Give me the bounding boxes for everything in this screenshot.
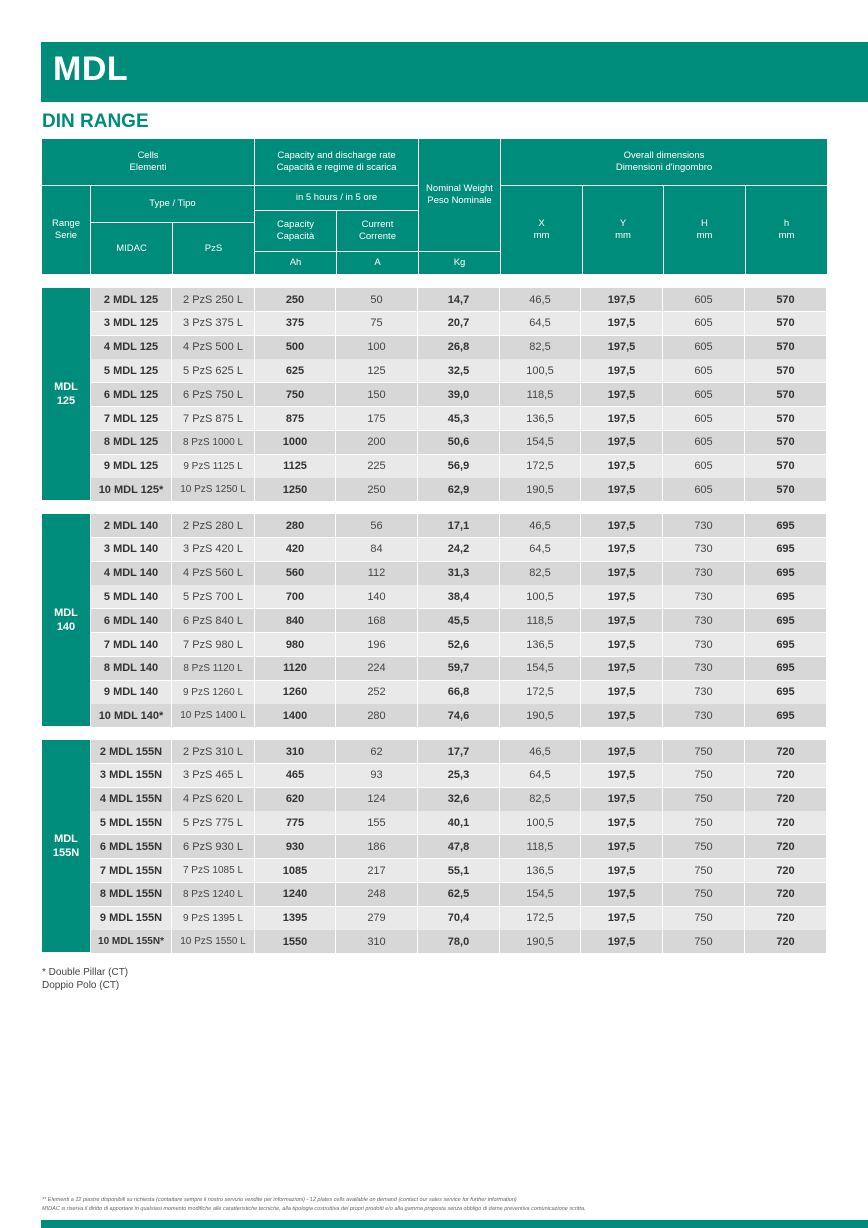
header-midac: MIDAC	[91, 223, 172, 274]
table-cell: 197,5	[581, 704, 663, 727]
table-cell: 605	[663, 312, 745, 335]
table-cell: 570	[745, 288, 827, 311]
header-range: Range Serie	[42, 186, 90, 274]
table-cell: 40,1	[418, 811, 500, 834]
table-cell: 100,5	[500, 585, 581, 608]
table-row	[91, 704, 827, 727]
legal-notes	[42, 1196, 828, 1214]
table-row	[91, 930, 827, 953]
table-cell: 465	[255, 764, 336, 787]
table-cell: 720	[745, 811, 827, 834]
table-cell: 9 MDL 140	[91, 681, 172, 704]
table-cell: 4 PzS 560 L	[172, 562, 255, 585]
table-cell: 695	[745, 514, 827, 537]
table-cell: 6 PzS 840 L	[172, 609, 255, 632]
table-cell: 46,5	[500, 288, 581, 311]
table-cell: 125	[336, 359, 418, 382]
header-y: Y mm	[583, 186, 663, 274]
table-cell: 10 PzS 1250 L	[172, 478, 255, 501]
table-cell: 197,5	[581, 383, 663, 406]
table-row	[91, 431, 827, 454]
table-cell: 605	[663, 431, 745, 454]
table-cell: 10 MDL 140*	[91, 704, 172, 727]
table-cell: 750	[663, 907, 745, 930]
title-banner	[41, 42, 868, 102]
table-cell: 730	[663, 681, 745, 704]
table-cell: 10 PzS 1550 L	[172, 930, 255, 953]
header-hours: in 5 hours / in 5 ore	[255, 186, 418, 210]
table-cell: 197,5	[581, 788, 663, 811]
table-cell: 66,8	[418, 681, 500, 704]
table-cell: 6 PzS 930 L	[172, 835, 255, 858]
header-overall-dimensions: Overall dimensions Dimensioni d'ingombro	[501, 139, 827, 185]
table-cell: 186	[336, 835, 418, 858]
table-cell: 375	[255, 312, 336, 335]
table-cell: 8 PzS 1000 L	[172, 431, 255, 454]
table-row	[91, 859, 827, 882]
table-cell: 10 MDL 125*	[91, 478, 172, 501]
table-cell: 172,5	[500, 907, 581, 930]
table-row	[91, 764, 827, 787]
table-cell: 50	[336, 288, 418, 311]
table-row	[91, 312, 827, 335]
legal-line-1: ** Elementi a 12 piastre disponibili su richiesta (contattare sempre il nostro servizio vendite per informazioni) - 12 plates cells available on demand (contact our sales service for further information)	[42, 1197, 517, 1203]
table-row	[91, 788, 827, 811]
table-cell: 93	[336, 764, 418, 787]
table-cell: 695	[745, 562, 827, 585]
table-cell: 625	[255, 359, 336, 382]
table-cell: 197,5	[581, 811, 663, 834]
table-cell: 224	[336, 657, 418, 680]
table-cell: 2 MDL 155N	[91, 740, 172, 763]
header-capacity-discharge: Capacity and discharge rate Capacità e regime di scarica	[255, 139, 418, 185]
table-cell: 8 PzS 1120 L	[172, 657, 255, 680]
table-cell: 720	[745, 859, 827, 882]
table-cell: 3 MDL 125	[91, 312, 172, 335]
table-row	[91, 907, 827, 930]
table-cell: 695	[745, 657, 827, 680]
table-cell: 420	[255, 538, 336, 561]
header-pzs: PzS	[173, 223, 254, 274]
table-cell: 4 PzS 500 L	[172, 336, 255, 359]
table-cell: 2 MDL 125	[91, 288, 172, 311]
table-cell: 31,3	[418, 562, 500, 585]
table-cell: 100,5	[500, 811, 581, 834]
table-cell: 750	[663, 811, 745, 834]
table-cell: 112	[336, 562, 418, 585]
header-type: Type / Tipo	[91, 186, 254, 222]
table-cell: 1400	[255, 704, 336, 727]
table-cell: 136,5	[500, 859, 581, 882]
table-cell: 136,5	[500, 407, 581, 430]
table-cell: 64,5	[500, 312, 581, 335]
table-cell: 5 PzS 625 L	[172, 359, 255, 382]
table-cell: 250	[336, 478, 418, 501]
table-cell: 1240	[255, 883, 336, 906]
table-cell: 78,0	[418, 930, 500, 953]
table-cell: 32,6	[418, 788, 500, 811]
table-cell: 560	[255, 562, 336, 585]
table-cell: 570	[745, 431, 827, 454]
table-row	[91, 811, 827, 834]
table-row	[91, 740, 827, 763]
table-cell: 720	[745, 907, 827, 930]
table-row	[91, 383, 827, 406]
table-cell: 3 MDL 155N	[91, 764, 172, 787]
table-row	[91, 478, 827, 501]
table-cell: 248	[336, 883, 418, 906]
table-cell: 59,7	[418, 657, 500, 680]
table-cell: 168	[336, 609, 418, 632]
table-cell: 62,5	[418, 883, 500, 906]
header-unit-ah: Ah	[255, 252, 336, 274]
table-cell: 190,5	[500, 704, 581, 727]
header-unit-a: A	[337, 252, 418, 274]
table-cell: 720	[745, 788, 827, 811]
table-cell: 1125	[255, 455, 336, 478]
table-cell: 24,2	[418, 538, 500, 561]
table-cell: 118,5	[500, 835, 581, 858]
table-cell: 730	[663, 657, 745, 680]
table-cell: 10 MDL 155N*	[91, 930, 172, 953]
header-current: Current Corrente	[337, 211, 418, 251]
range-label: MDL 155N	[42, 740, 90, 952]
table-cell: 39,0	[418, 383, 500, 406]
table-cell: 197,5	[581, 657, 663, 680]
table-row	[91, 288, 827, 311]
bottom-bar	[41, 1220, 868, 1228]
table-cell: 154,5	[500, 657, 581, 680]
table-cell: 56	[336, 514, 418, 537]
table-cell: 730	[663, 585, 745, 608]
table-cell: 56,9	[418, 455, 500, 478]
table-row	[91, 585, 827, 608]
table-cell: 3 PzS 465 L	[172, 764, 255, 787]
table-cell: 55,1	[418, 859, 500, 882]
table-cell: 75	[336, 312, 418, 335]
header-cells: Cells Elementi	[42, 139, 254, 185]
header-nominal-weight: Nominal Weight Peso Nominale	[419, 139, 500, 251]
table-cell: 620	[255, 788, 336, 811]
table-cell: 279	[336, 907, 418, 930]
table-cell: 7 MDL 155N	[91, 859, 172, 882]
table-cell: 4 MDL 155N	[91, 788, 172, 811]
table-cell: 252	[336, 681, 418, 704]
table-cell: 750	[663, 859, 745, 882]
table-cell: 197,5	[581, 883, 663, 906]
table-cell: 8 MDL 155N	[91, 883, 172, 906]
table-cell: 197,5	[581, 633, 663, 656]
table-cell: 605	[663, 455, 745, 478]
table-cell: 3 PzS 375 L	[172, 312, 255, 335]
table-cell: 750	[663, 835, 745, 858]
table-cell: 52,6	[418, 633, 500, 656]
header-capacity: Capacity Capacità	[255, 211, 336, 251]
table-cell: 605	[663, 288, 745, 311]
table-cell: 720	[745, 930, 827, 953]
table-cell: 197,5	[581, 740, 663, 763]
table-cell: 570	[745, 455, 827, 478]
table-cell: 26,8	[418, 336, 500, 359]
table-cell: 1395	[255, 907, 336, 930]
table-cell: 64,5	[500, 538, 581, 561]
header-h: h mm	[746, 186, 827, 274]
table-row	[91, 835, 827, 858]
table-cell: 8 PzS 1240 L	[172, 883, 255, 906]
table-cell: 9 PzS 1395 L	[172, 907, 255, 930]
table-cell: 4 PzS 620 L	[172, 788, 255, 811]
table-cell: 20,7	[418, 312, 500, 335]
table-cell: 197,5	[581, 478, 663, 501]
table-cell: 7 PzS 1085 L	[172, 859, 255, 882]
table-cell: 9 PzS 1260 L	[172, 681, 255, 704]
table-cell: 730	[663, 562, 745, 585]
table-cell: 730	[663, 633, 745, 656]
table-cell: 2 MDL 140	[91, 514, 172, 537]
table-cell: 5 PzS 700 L	[172, 585, 255, 608]
header-unit-kg: Kg	[419, 252, 500, 274]
table-cell: 197,5	[581, 455, 663, 478]
table-cell: 720	[745, 883, 827, 906]
table-cell: 197,5	[581, 288, 663, 311]
table-row	[91, 681, 827, 704]
table-cell: 175	[336, 407, 418, 430]
table-cell: 197,5	[581, 431, 663, 454]
table-cell: 750	[663, 740, 745, 763]
table-cell: 50,6	[418, 431, 500, 454]
table-cell: 730	[663, 514, 745, 537]
table-cell: 84	[336, 538, 418, 561]
table-cell: 280	[255, 514, 336, 537]
table-cell: 197,5	[581, 835, 663, 858]
table-cell: 155	[336, 811, 418, 834]
table-cell: 750	[663, 788, 745, 811]
table-cell: 695	[745, 609, 827, 632]
table-cell: 605	[663, 336, 745, 359]
page-title: MDL	[53, 50, 129, 88]
table-cell: 720	[745, 764, 827, 787]
header-x: X mm	[501, 186, 582, 274]
table-cell: 46,5	[500, 740, 581, 763]
table-cell: 25,3	[418, 764, 500, 787]
table-cell: 8 MDL 125	[91, 431, 172, 454]
table-cell: 695	[745, 633, 827, 656]
table-cell: 310	[336, 930, 418, 953]
table-cell: 1250	[255, 478, 336, 501]
table-cell: 172,5	[500, 681, 581, 704]
table-cell: 9 PzS 1125 L	[172, 455, 255, 478]
table-cell: 700	[255, 585, 336, 608]
table-cell: 17,1	[418, 514, 500, 537]
table-cell: 3 MDL 140	[91, 538, 172, 561]
table-row	[91, 538, 827, 561]
table-cell: 82,5	[500, 336, 581, 359]
table-cell: 197,5	[581, 538, 663, 561]
table-cell: 570	[745, 336, 827, 359]
table-cell: 730	[663, 609, 745, 632]
table-cell: 7 MDL 140	[91, 633, 172, 656]
table-cell: 930	[255, 835, 336, 858]
table-cell: 217	[336, 859, 418, 882]
table-cell: 154,5	[500, 431, 581, 454]
table-cell: 62	[336, 740, 418, 763]
table-row	[91, 407, 827, 430]
page-subtitle: DIN RANGE	[42, 111, 149, 132]
table-cell: 980	[255, 633, 336, 656]
table-cell: 570	[745, 359, 827, 382]
table-cell: 1550	[255, 930, 336, 953]
table-cell: 695	[745, 538, 827, 561]
table-cell: 197,5	[581, 930, 663, 953]
table-row	[91, 609, 827, 632]
table-cell: 1260	[255, 681, 336, 704]
table-row	[91, 336, 827, 359]
table-cell: 197,5	[581, 764, 663, 787]
table-cell: 250	[255, 288, 336, 311]
table-cell: 750	[255, 383, 336, 406]
table-cell: 154,5	[500, 883, 581, 906]
range-label: MDL 140	[42, 514, 90, 726]
table-cell: 197,5	[581, 609, 663, 632]
table-cell: 1120	[255, 657, 336, 680]
table-cell: 605	[663, 407, 745, 430]
table-cell: 720	[745, 740, 827, 763]
table-cell: 64,5	[500, 764, 581, 787]
table-cell: 605	[663, 478, 745, 501]
table-cell: 4 MDL 125	[91, 336, 172, 359]
table-cell: 4 MDL 140	[91, 562, 172, 585]
table-cell: 197,5	[581, 859, 663, 882]
legal-line-2: MIDAC si riserva il diritto di apportare in qualsiasi momento modifiche alle caratteristiche tecniche, alla tipologia costruttiva dei propri prodotti e/o alla gamma proposta senza obbligo di darne preventiva comunicazione scritta.	[42, 1206, 586, 1212]
table-cell: 197,5	[581, 585, 663, 608]
table-cell: 7 MDL 125	[91, 407, 172, 430]
table-cell: 100,5	[500, 359, 581, 382]
table-cell: 570	[745, 478, 827, 501]
table-cell: 5 MDL 155N	[91, 811, 172, 834]
table-cell: 7 PzS 875 L	[172, 407, 255, 430]
range-label: MDL 125	[42, 288, 90, 500]
table-cell: 605	[663, 359, 745, 382]
table-cell: 197,5	[581, 359, 663, 382]
table-cell: 17,7	[418, 740, 500, 763]
table-cell: 1085	[255, 859, 336, 882]
table-cell: 1000	[255, 431, 336, 454]
table-cell: 62,9	[418, 478, 500, 501]
table-cell: 46,5	[500, 514, 581, 537]
table-cell: 118,5	[500, 609, 581, 632]
table-row	[91, 633, 827, 656]
table-cell: 32,5	[418, 359, 500, 382]
table-row	[91, 562, 827, 585]
table-cell: 840	[255, 609, 336, 632]
table-cell: 197,5	[581, 407, 663, 430]
table-cell: 695	[745, 681, 827, 704]
table-cell: 2 PzS 250 L	[172, 288, 255, 311]
table-cell: 775	[255, 811, 336, 834]
table-cell: 310	[255, 740, 336, 763]
table-cell: 197,5	[581, 336, 663, 359]
table-row	[91, 359, 827, 382]
table-cell: 3 PzS 420 L	[172, 538, 255, 561]
table-cell: 190,5	[500, 930, 581, 953]
table-cell: 197,5	[581, 312, 663, 335]
table-cell: 9 MDL 155N	[91, 907, 172, 930]
table-cell: 6 MDL 140	[91, 609, 172, 632]
table-cell: 47,8	[418, 835, 500, 858]
table-cell: 6 PzS 750 L	[172, 383, 255, 406]
table-cell: 695	[745, 704, 827, 727]
table-cell: 197,5	[581, 681, 663, 704]
table-cell: 875	[255, 407, 336, 430]
table-cell: 7 PzS 980 L	[172, 633, 255, 656]
table-cell: 10 PzS 1400 L	[172, 704, 255, 727]
header-H: H mm	[664, 186, 745, 274]
table-cell: 45,3	[418, 407, 500, 430]
table-cell: 730	[663, 538, 745, 561]
footnote: * Double Pillar (CT) Doppio Polo (CT)	[42, 967, 129, 991]
table-cell: 74,6	[418, 704, 500, 727]
table-cell: 100	[336, 336, 418, 359]
table-cell: 14,7	[418, 288, 500, 311]
table-cell: 605	[663, 383, 745, 406]
table-cell: 200	[336, 431, 418, 454]
table-cell: 197,5	[581, 907, 663, 930]
table-cell: 190,5	[500, 478, 581, 501]
table-cell: 5 MDL 140	[91, 585, 172, 608]
table-cell: 570	[745, 383, 827, 406]
table-cell: 750	[663, 764, 745, 787]
table-cell: 70,4	[418, 907, 500, 930]
table-cell: 38,4	[418, 585, 500, 608]
table-cell: 197,5	[581, 514, 663, 537]
table-row	[91, 883, 827, 906]
table-cell: 5 MDL 125	[91, 359, 172, 382]
table-cell: 136,5	[500, 633, 581, 656]
table-cell: 750	[663, 930, 745, 953]
table-cell: 6 MDL 155N	[91, 835, 172, 858]
table-cell: 150	[336, 383, 418, 406]
table-cell: 82,5	[500, 562, 581, 585]
table-cell: 730	[663, 704, 745, 727]
table-cell: 2 PzS 310 L	[172, 740, 255, 763]
table-cell: 82,5	[500, 788, 581, 811]
table-cell: 140	[336, 585, 418, 608]
table-cell: 225	[336, 455, 418, 478]
table-cell: 8 MDL 140	[91, 657, 172, 680]
table-cell: 695	[745, 585, 827, 608]
table-cell: 124	[336, 788, 418, 811]
table-cell: 280	[336, 704, 418, 727]
table-cell: 570	[745, 407, 827, 430]
table-cell: 2 PzS 280 L	[172, 514, 255, 537]
table-row	[91, 455, 827, 478]
table-row	[91, 514, 827, 537]
table-cell: 500	[255, 336, 336, 359]
table-cell: 9 MDL 125	[91, 455, 172, 478]
table-cell: 720	[745, 835, 827, 858]
table-cell: 5 PzS 775 L	[172, 811, 255, 834]
table-cell: 750	[663, 883, 745, 906]
table-cell: 45,5	[418, 609, 500, 632]
table-cell: 172,5	[500, 455, 581, 478]
table-cell: 196	[336, 633, 418, 656]
table-row	[91, 657, 827, 680]
table-cell: 6 MDL 125	[91, 383, 172, 406]
table-cell: 570	[745, 312, 827, 335]
table-cell: 197,5	[581, 562, 663, 585]
table-cell: 118,5	[500, 383, 581, 406]
